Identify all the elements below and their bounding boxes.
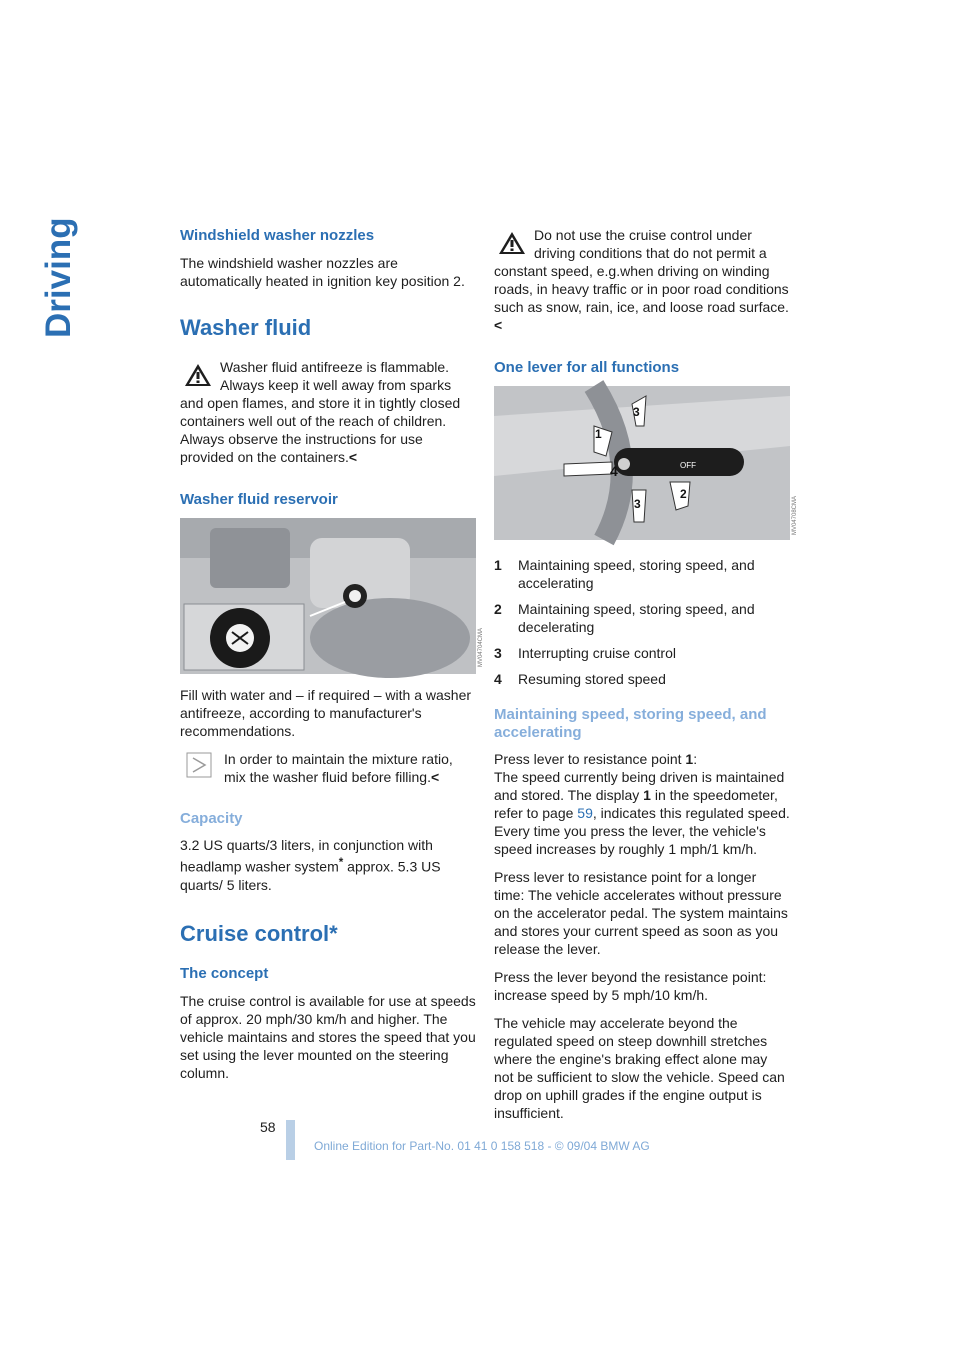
paragraph-concept: The cruise control is available for use at speeds of approx. 20 mph/30 km/h and higher. The vehicle maintains and stores the speed that you set using the lever mounted on the steering column.: [180, 992, 476, 1081]
heading-maintaining-speed: Maintaining speed, storing speed, and accelerating: [494, 706, 767, 741]
list-item: 2 Maintaining speed, storing speed, and decelerating: [494, 601, 755, 635]
heading-reservoir: Washer fluid reservoir: [180, 491, 338, 508]
label-2: 2: [680, 487, 687, 501]
label-3-lower: 3: [634, 497, 641, 511]
warning-triangle-icon: [184, 362, 212, 388]
warning-triangle-icon: [498, 230, 526, 256]
note-mixture: [180, 750, 476, 796]
heading-washer-nozzles: Windshield washer nozzles: [180, 227, 375, 244]
left-column: [180, 226, 484, 1092]
option-asterisk: *: [338, 856, 344, 869]
page-number: 58: [260, 1119, 276, 1135]
warning-cruise: [494, 226, 790, 344]
heading-capacity: Capacity: [180, 810, 243, 827]
end-mark: <: [431, 769, 440, 785]
end-mark: <: [494, 317, 503, 333]
paragraph-fill: Fill with water and – if required – with a washer antifreeze, according to manufacturer's recommendations.: [180, 687, 472, 739]
paragraph-longer-press: Press lever to resistance point for a longer time: The vehicle accelerates without pressure on the accelerator pedal. The system maintains and stores your current speed as soon as you release the lever.: [494, 869, 788, 957]
function-list: [494, 556, 790, 688]
paragraph-nozzles: The windshield washer nozzles are automatically heated in ignition key position 2.: [180, 255, 465, 289]
reservoir-figure: [180, 518, 484, 674]
note-icon: [186, 752, 212, 778]
lever-off-label: OFF: [680, 461, 696, 470]
figure-code: MV04708CMA: [792, 496, 798, 536]
label-1: 1: [595, 427, 602, 441]
note-mix-text: In order to maintain the mixture ratio, mix the washer fluid before filling.: [224, 751, 453, 785]
heading-one-lever: One lever for all functions: [494, 359, 680, 376]
list-item: 4 Resuming stored speed: [494, 671, 666, 687]
lever-figure: [494, 386, 798, 540]
list-item: 3 Interrupting cruise control: [494, 645, 676, 661]
warning-cruise-text: Do not use the cruise control under driving conditions that do not permit a constant speed, e.g.when driving on winding roads, in heavy traffic or in poor road conditions such as snow, rain, ice, and loose road surface.: [494, 227, 789, 315]
paragraph-capacity: 3.2 US quarts/3 liters, in conjunction with headlamp washer system* approx. 5.3 US quarts/ 5 liters.: [180, 837, 441, 893]
section-tab: [34, 217, 78, 340]
end-mark: <: [348, 449, 358, 465]
label-3: 3: [633, 405, 640, 419]
paragraph-speed-stored: The speed currently being driven is maintained and stored. The display 1 in the speedometer, refer to page 59, indicates this regulated speed. Every time you press the lever, the vehicle's speed increases by roughly 1 mph/1 km/h.: [494, 769, 790, 857]
paragraph-press-lever: Press lever to resistance point 1:: [494, 751, 698, 767]
footer-text: Online Edition for Part-No. 01 41 0 158 518 - © 09/04 BMW AG: [314, 1139, 650, 1153]
right-column: [494, 226, 798, 1132]
label-4: 4: [610, 463, 618, 479]
paragraph-downhill: The vehicle may accelerate beyond the regulated speed on steep downhill stretches where the engine's braking effect alone may not be sufficient to slow the vehicle. Speed can drop on uphill grades if the engine output is insufficient.: [494, 1015, 785, 1121]
figure-code: MV04704CMA: [478, 628, 484, 668]
heading-concept: The concept: [180, 964, 269, 982]
footer-bar: [286, 1120, 295, 1160]
warning-fluid-text: Washer fluid antifreeze is flammable. Always keep it well away from sparks and open flames, and store it in tightly closed containers well out of the reach of children. Always observe the instructions for use provided on the containers.: [180, 359, 461, 465]
paragraph-beyond-point: Press the lever beyond the resistance point: increase speed by 5 mph/10 km/h.: [494, 969, 767, 1003]
heading-cruise-control: Cruise control*: [180, 920, 338, 946]
page-link[interactable]: 59: [577, 805, 593, 821]
section-tab-label: Driving: [39, 217, 78, 338]
list-item: 1 Maintaining speed, storing speed, and accelerating: [494, 557, 755, 591]
heading-washer-fluid: Washer fluid: [180, 315, 312, 340]
warning-washer-fluid: [180, 358, 476, 476]
